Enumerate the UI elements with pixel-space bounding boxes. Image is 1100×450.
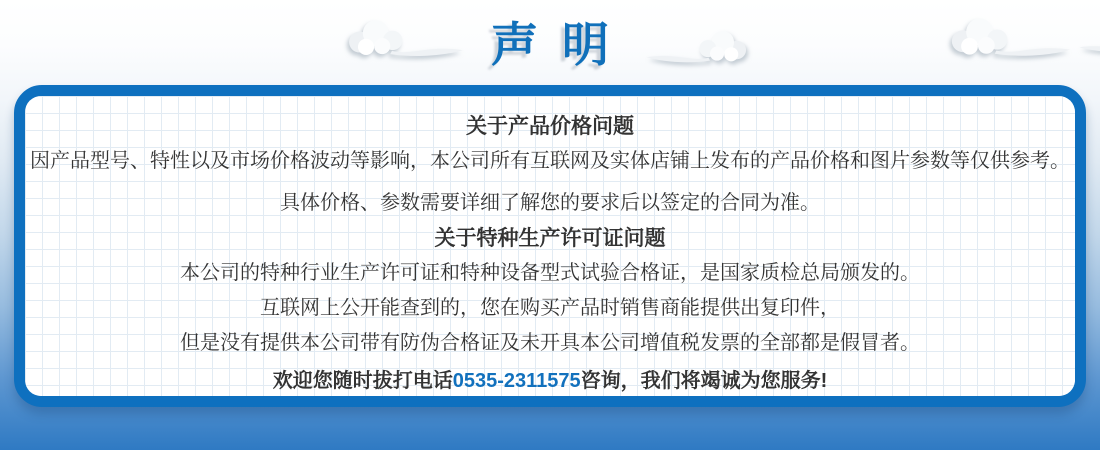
grid-paper	[25, 96, 1075, 396]
phone-number: 0535-2311575	[452, 370, 581, 392]
statement-content	[25, 96, 1075, 396]
license-section-line: 但是没有提供本公司带有防伪合格证及未开具本公司增值税发票的全部都是假冒者。	[180, 332, 920, 354]
contact-line	[25, 364, 1075, 396]
page-title: 声明	[491, 18, 633, 71]
license-section-heading: 关于特种生产许可证问题	[434, 227, 666, 250]
license-section-line: 本公司的特种行业生产许可证和特种设备型式试验合格证，是国家质检总局颁发的。	[180, 262, 920, 284]
contact-suffix: 咨询，我们将竭诚为您服务!	[580, 370, 828, 392]
price-section-heading: 关于产品价格问题	[466, 115, 634, 138]
price-section-line: 具体价格、参数需要详细了解您的要求后以签定的合同为准。	[280, 192, 820, 214]
contact-prefix: 欢迎您随时拔打电话	[272, 370, 453, 392]
license-section-line: 互联网上公开能查到的，您在购买产品时销售商能提供出复印件，	[260, 297, 840, 319]
price-section-line: 因产品型号、特性以及市场价格波动等影响，本公司所有互联网及实体店铺上发布的产品价格和图片参数等仅供参考。	[30, 150, 1070, 172]
header	[0, 0, 1100, 86]
statement-panel	[14, 85, 1086, 407]
